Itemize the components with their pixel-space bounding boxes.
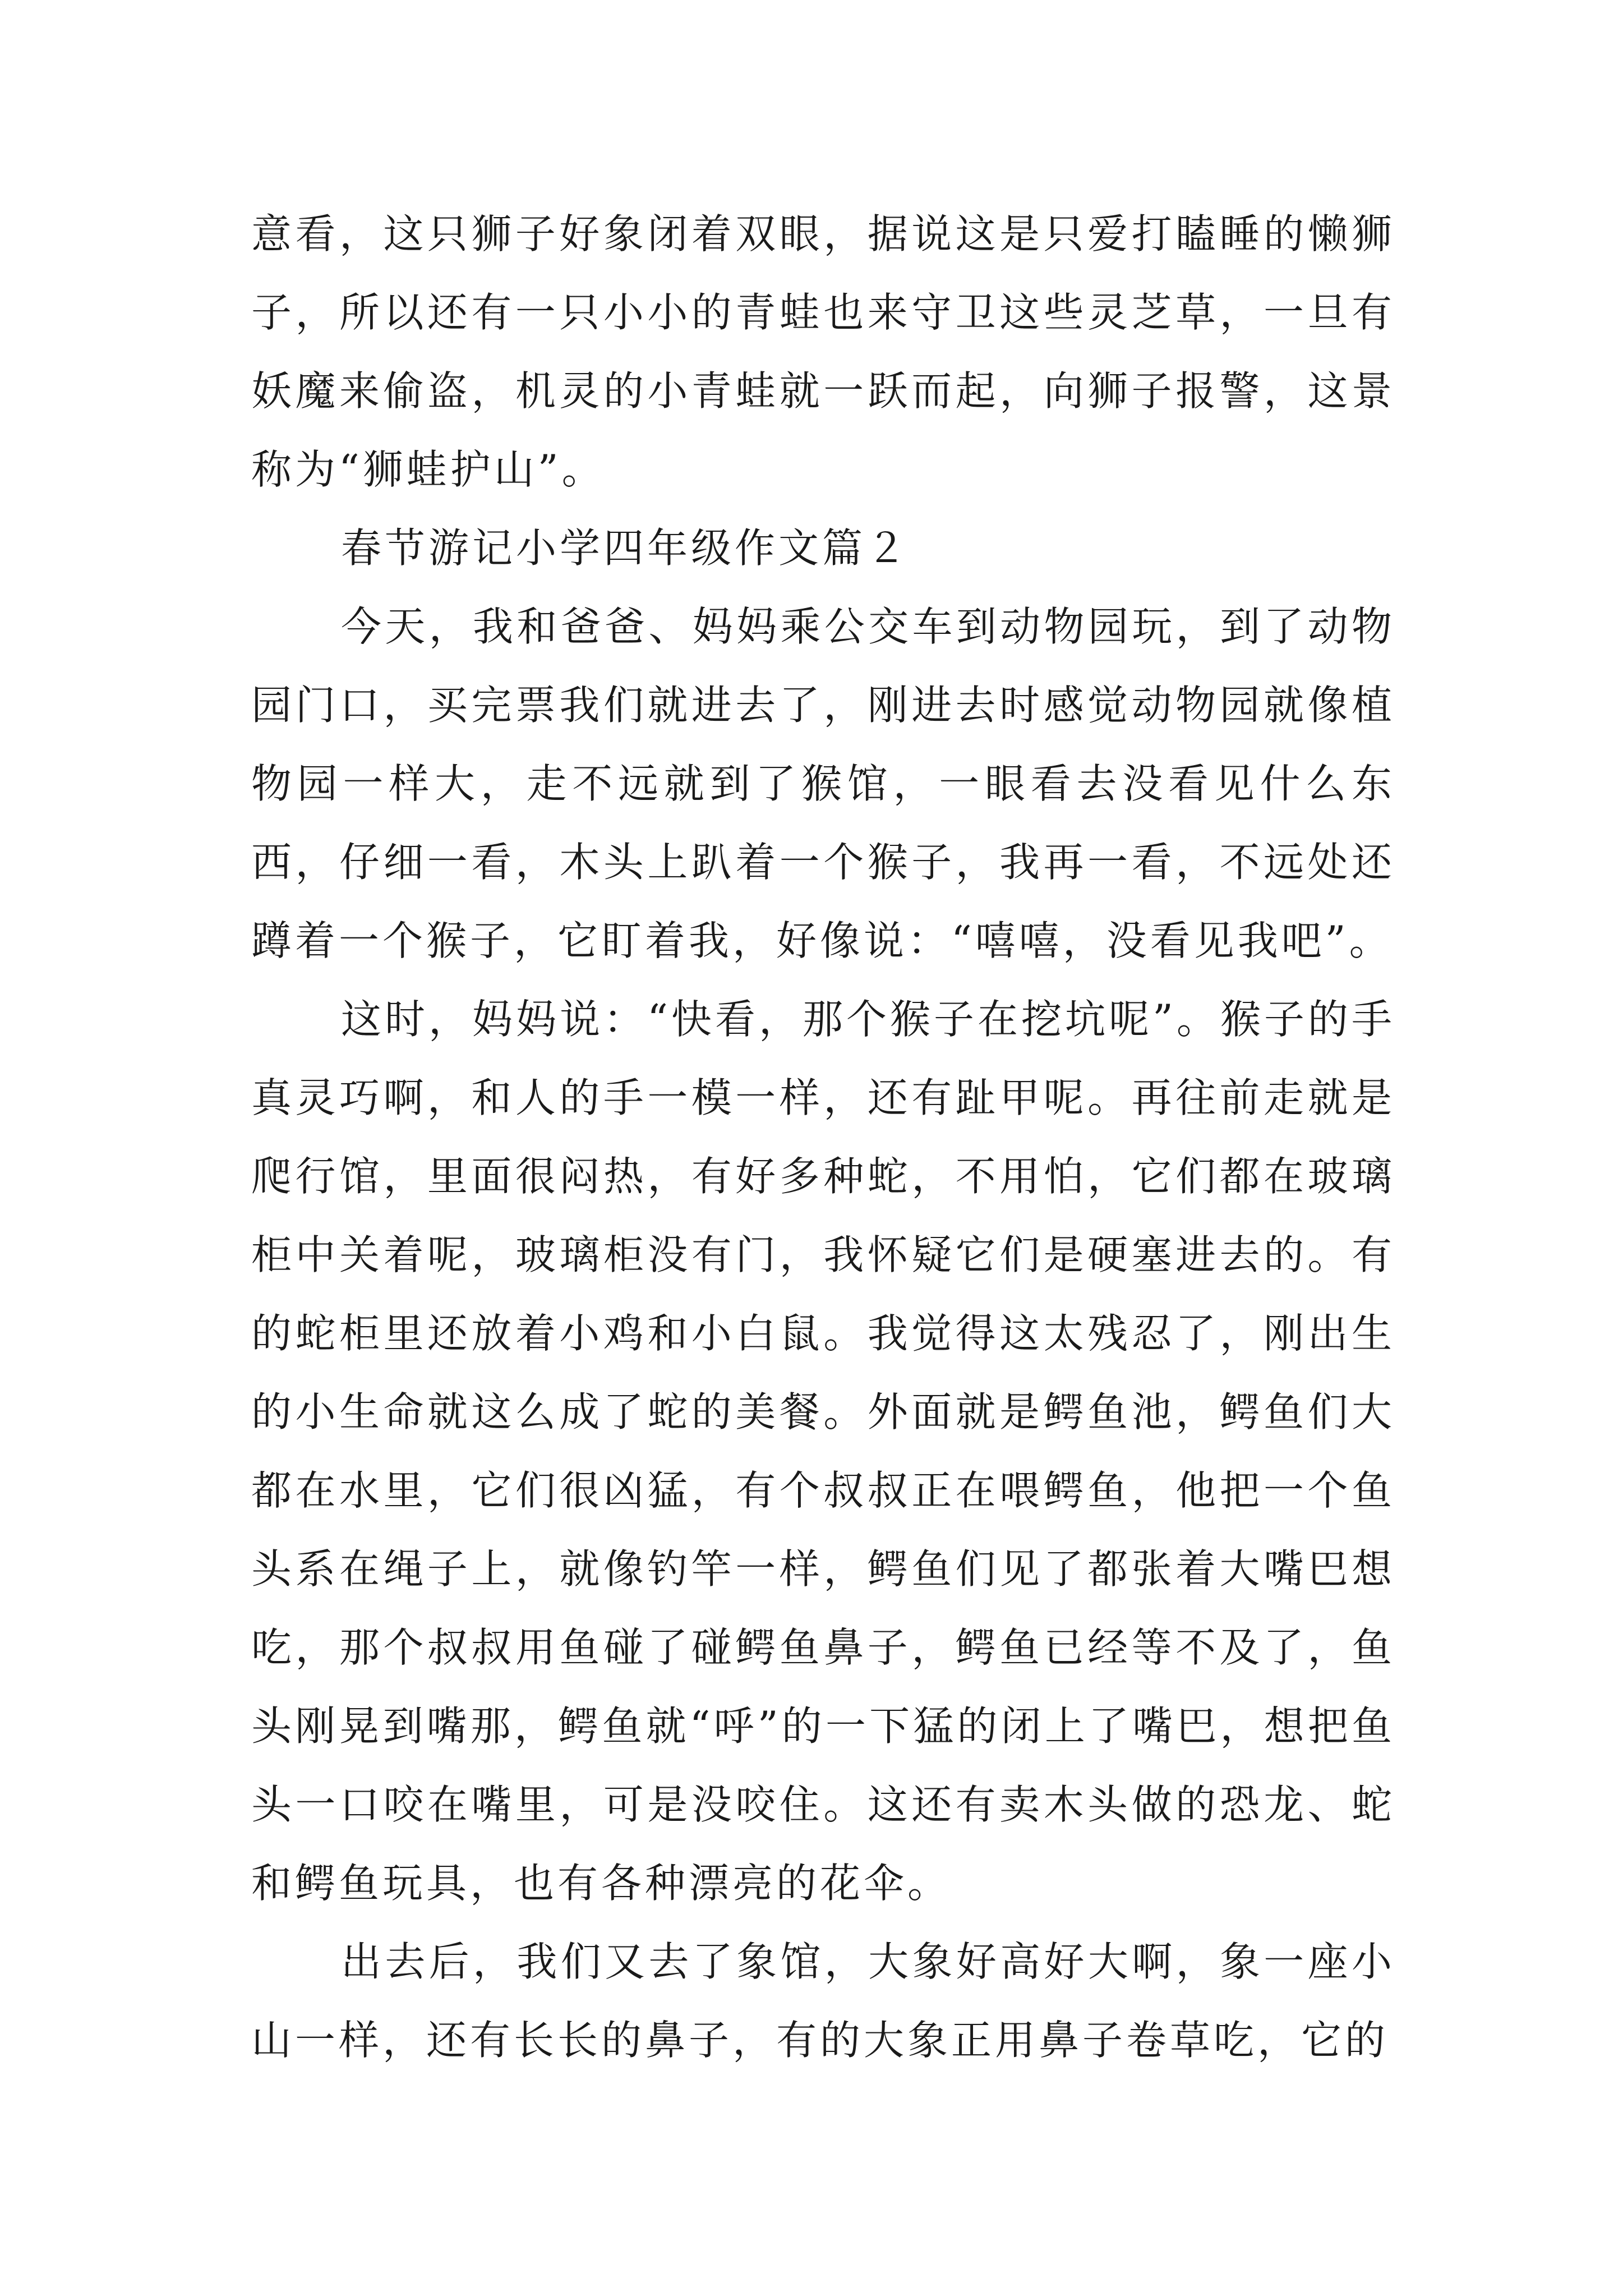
continued-paragraph: 意看，这只狮子好象闭着双眼，据说这是只爱打瞌睡的懒狮子，所以还有一只小小的青蛙也来守卫这些灵芝草，一旦有妖魔来偷盗，机灵的小青蛙就一跃而起，向狮子报警，这景称为“狮蛙护山”。 [251,210,1395,493]
paragraph-3: 出去后，我们又去了象馆，大象好高好大啊，象一座小山一样，还有长长的鼻子，有的大象正用鼻子卷草吃，它的 [251,1938,1395,2064]
paragraph-2: 这时，妈妈说：“快看，那个猴子在挖坑呢”。猴子的手真灵巧啊，和人的手一模一样，还有趾甲呢。再往前走就是爬行馆，里面很闷热，有好多种蛇，不用怕，它们都在玻璃柜中关着呢，玻璃柜没有门，我怀疑它们是硬塞进去的。有的蛇柜里还放着小鸡和小白鼠。我觉得这太残忍了，刚出生的小生命就这么成了蛇的美餐。外面就是鳄鱼池，鳄鱼们大都在水里，它们很凶猛，有个叔叔正在喂鳄鱼，他把一个鱼头系在绳子上，就像钓竿一样，鳄鱼们见了都张着大嘴巴想吃，那个叔叔用鱼碰了碰鳄鱼鼻子，鳄鱼已经等不及了，鱼头刚晃到嘴那，鳄鱼就“呼”的一下猛的闭上了嘴巴，想把鱼头一口咬在嘴里，可是没咬住。这还有卖木头做的恐龙、蛇和鳄鱼玩具，也有各种漂亮的花伞。 [251,996,1395,1907]
paragraph-1: 今天，我和爸爸、妈妈乘公交车到动物园玩，到了动物园门口，买完票我们就进去了，刚进去时感觉动物园就像植物园一样大，走不远就到了猴馆，一眼看去没看见什么东西，仔细一看，木头上趴着一个猴子，我再一看，不远处还蹲着一个猴子，它盯着我，好像说：“嘻嘻，没看见我吧”。 [251,603,1395,964]
document-body [251,195,1395,2079]
section-title: 春节游记小学四年级作文篇２ [341,524,910,572]
